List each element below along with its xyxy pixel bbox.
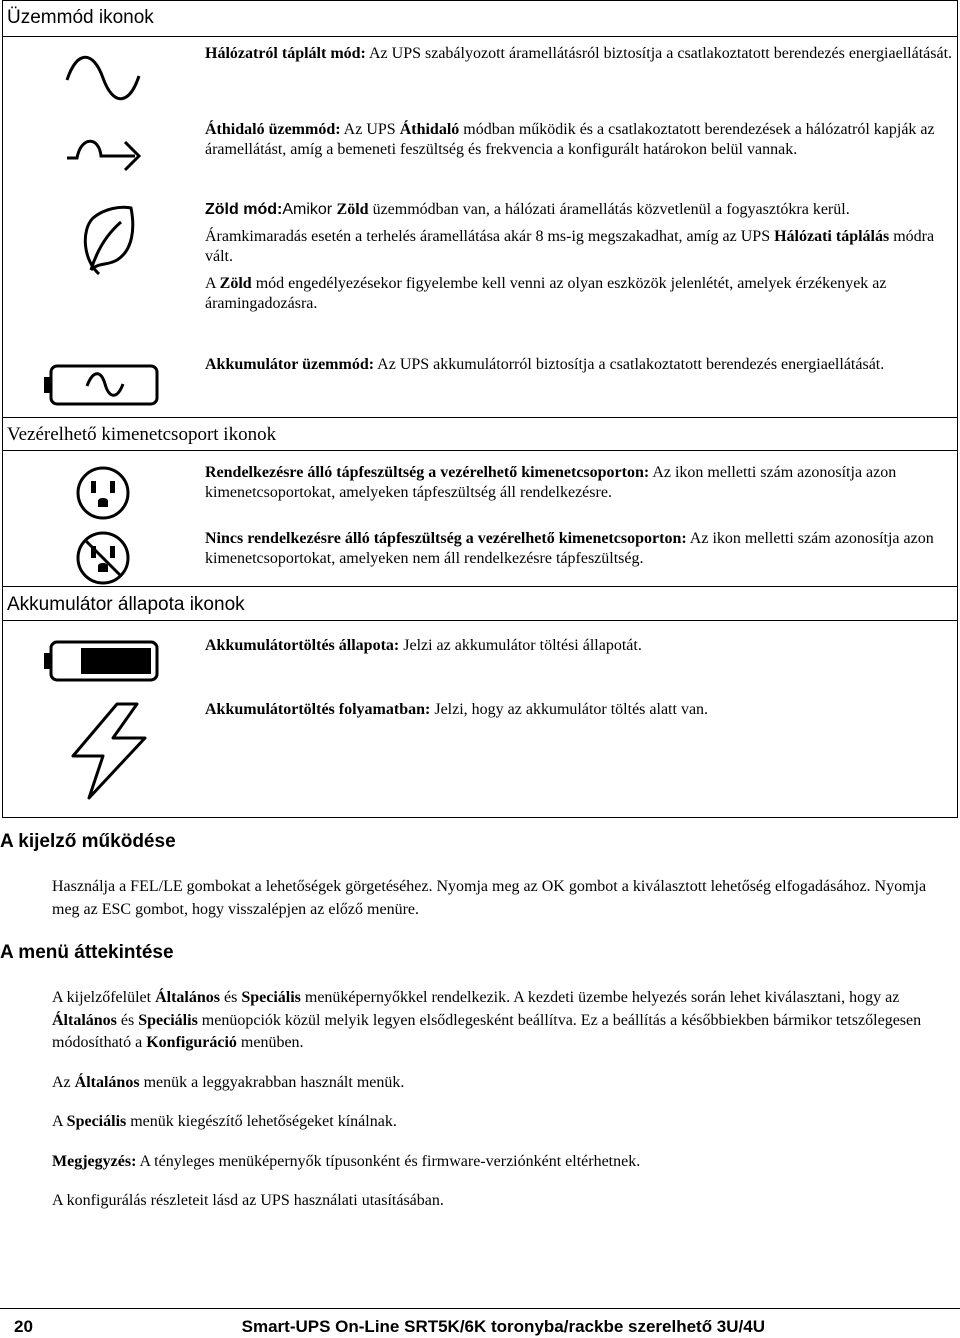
page-number: 20	[14, 1317, 33, 1336]
page-footer	[0, 1308, 960, 1338]
text: Speciális	[138, 1011, 198, 1029]
paragraph	[52, 1111, 954, 1134]
text: A kijelzőfelület	[52, 989, 156, 1006]
text: menüképernyőkkel rendelkezik. A kezdeti üzembe helyezés során lehet kiválasztani, hogy az	[300, 989, 900, 1006]
term: Áthidaló üzemmód:	[205, 121, 341, 138]
desc: módban működik és a csatlakoztatott berendezések a hálózatról kapják az áramellátást, amíg a bemeneti feszültség és frekvencia a konfigurált határokon belül vannak.	[205, 121, 935, 158]
term: Zöld mód:	[205, 201, 283, 218]
term: Akkumulátortöltés állapota:	[205, 637, 400, 654]
text: Megjegyzés:	[52, 1152, 137, 1170]
row-outlet-on	[205, 463, 957, 503]
text: Általános	[155, 989, 220, 1006]
term: Hálózatról táplált mód:	[205, 45, 366, 62]
leaf-icon	[77, 200, 137, 280]
desc: üzemmódban van, a hálózati áramellátás közvetlenül a fogyasztókra kerül.	[368, 201, 850, 218]
desc: Az UPS	[340, 121, 400, 138]
row-online	[205, 44, 957, 64]
paragraph	[52, 987, 954, 1055]
sine-wave-icon	[63, 48, 143, 108]
term: Nincs rendelkezésre álló tápfeszültség a vezérelhető kimenetcsoporton:	[205, 530, 687, 547]
desc: módra vált.	[205, 228, 935, 265]
term: Hálózati táplálás	[774, 228, 890, 245]
text: Az	[52, 1073, 75, 1091]
row-bypass	[205, 120, 957, 160]
desc: Jelzi az akkumulátor töltési állapotát.	[399, 637, 642, 654]
display-heading: A kijelző működése	[0, 831, 176, 852]
desc: Jelzi, hogy az akkumulátor töltés alatt van.	[430, 701, 709, 718]
term: Rendelkezésre álló tápfeszültség a vezérelhető kimenetcsoporton:	[205, 464, 650, 481]
term: Akkumulátortöltés folyamatban:	[205, 701, 431, 718]
row-outlet-off	[205, 529, 957, 569]
text: menük a leggyakrabban használt menük.	[139, 1073, 405, 1091]
row-charging	[205, 700, 957, 720]
text: Konfiguráció	[146, 1034, 237, 1051]
text: és	[116, 1011, 139, 1029]
outlet-crossed-icon	[75, 530, 131, 586]
text: és	[219, 989, 242, 1006]
term: Zöld	[336, 201, 369, 218]
text: menüben.	[236, 1034, 304, 1051]
paragraph	[52, 1151, 954, 1174]
desc: Az UPS akkumulátorról biztosítja a csatlakoztatott berendezés energiaellátását.	[374, 356, 885, 373]
row-battery-mode	[205, 354, 957, 376]
row-green	[205, 200, 957, 314]
paragraph: A konfigurálás részleteit lásd az UPS használati utasításában.	[52, 1192, 444, 1209]
battery-sine-icon	[43, 362, 165, 408]
desc: Az ikon melletti szám azonosítja azon kimenetcsoportokat, amelyeken tápfeszültség áll rendelkezésre.	[205, 464, 897, 501]
text: Általános	[74, 1073, 140, 1091]
paragraph: Használja a FEL/LE gombokat a lehetőségek görgetéséhez. Nyomja meg az OK gombot a kiválasztott lehetőség elfogadásához. Nyomja meg az ESC gombot, hogy visszalépjen az előző menüre.	[52, 878, 927, 918]
display-body	[52, 876, 954, 921]
text: Speciális	[66, 1113, 127, 1130]
desc: Az ikon melletti szám azonosítja azon kimenetcsoportokat, amelyeken nem áll rendelkezésre tápfeszültség.	[205, 530, 934, 567]
text: A tényleges menüképernyők típusonként és firmware-verziónként eltérhetnek.	[136, 1152, 641, 1170]
paragraph	[52, 1072, 954, 1095]
bypass-arrow-icon	[65, 126, 145, 176]
outlet-icon	[75, 465, 131, 521]
battery-full-icon	[43, 638, 165, 684]
term: Áthidaló	[399, 121, 460, 138]
term: Akkumulátor üzemmód:	[205, 356, 375, 373]
text: A	[52, 1113, 67, 1130]
icon-table	[2, 0, 958, 818]
text: menük kiegészítő lehetőségeket kínálnak.	[126, 1113, 397, 1130]
section-header-outlet-icons: Vezérelhető kimenetcsoport ikonok	[3, 417, 957, 451]
lightning-bolt-icon	[59, 700, 159, 802]
section-header-battery-icons: Akkumulátor állapota ikonok	[3, 586, 957, 621]
text: menüopciók közül melyik legyen elsődlegesként beállítva. Ez a beállítás a későbbiekben bármikor tetszőlegesen módosítható a	[52, 1011, 922, 1051]
menu-heading: A menü áttekintése	[0, 942, 174, 963]
footer-title: Smart-UPS On-Line SRT5K/6K toronyba/rackbe szerelhető 3U/4U	[241, 1317, 765, 1336]
section-header-mode-icons: Üzemmód ikonok	[3, 0, 957, 37]
desc: Áramkimaradás esetén a terhelés áramellátása akár 8 ms-ig megszakadhat, amíg az UPS	[205, 228, 775, 245]
text: Speciális	[241, 989, 301, 1006]
desc: Az UPS szabályozott áramellátásról biztosítja a csatlakoztatott berendezés energiaellátását.	[365, 45, 953, 62]
desc: A	[205, 275, 220, 292]
menu-body	[52, 987, 954, 1213]
text: Általános	[52, 1011, 117, 1029]
desc: mód engedélyezésekor figyelembe kell venni az olyan eszközök jelenlétét, amelyek érzékenyek az áramingadozásra.	[205, 275, 887, 312]
term: Zöld	[219, 275, 252, 292]
row-charge-state	[205, 636, 957, 656]
desc: Amikor	[282, 201, 337, 218]
